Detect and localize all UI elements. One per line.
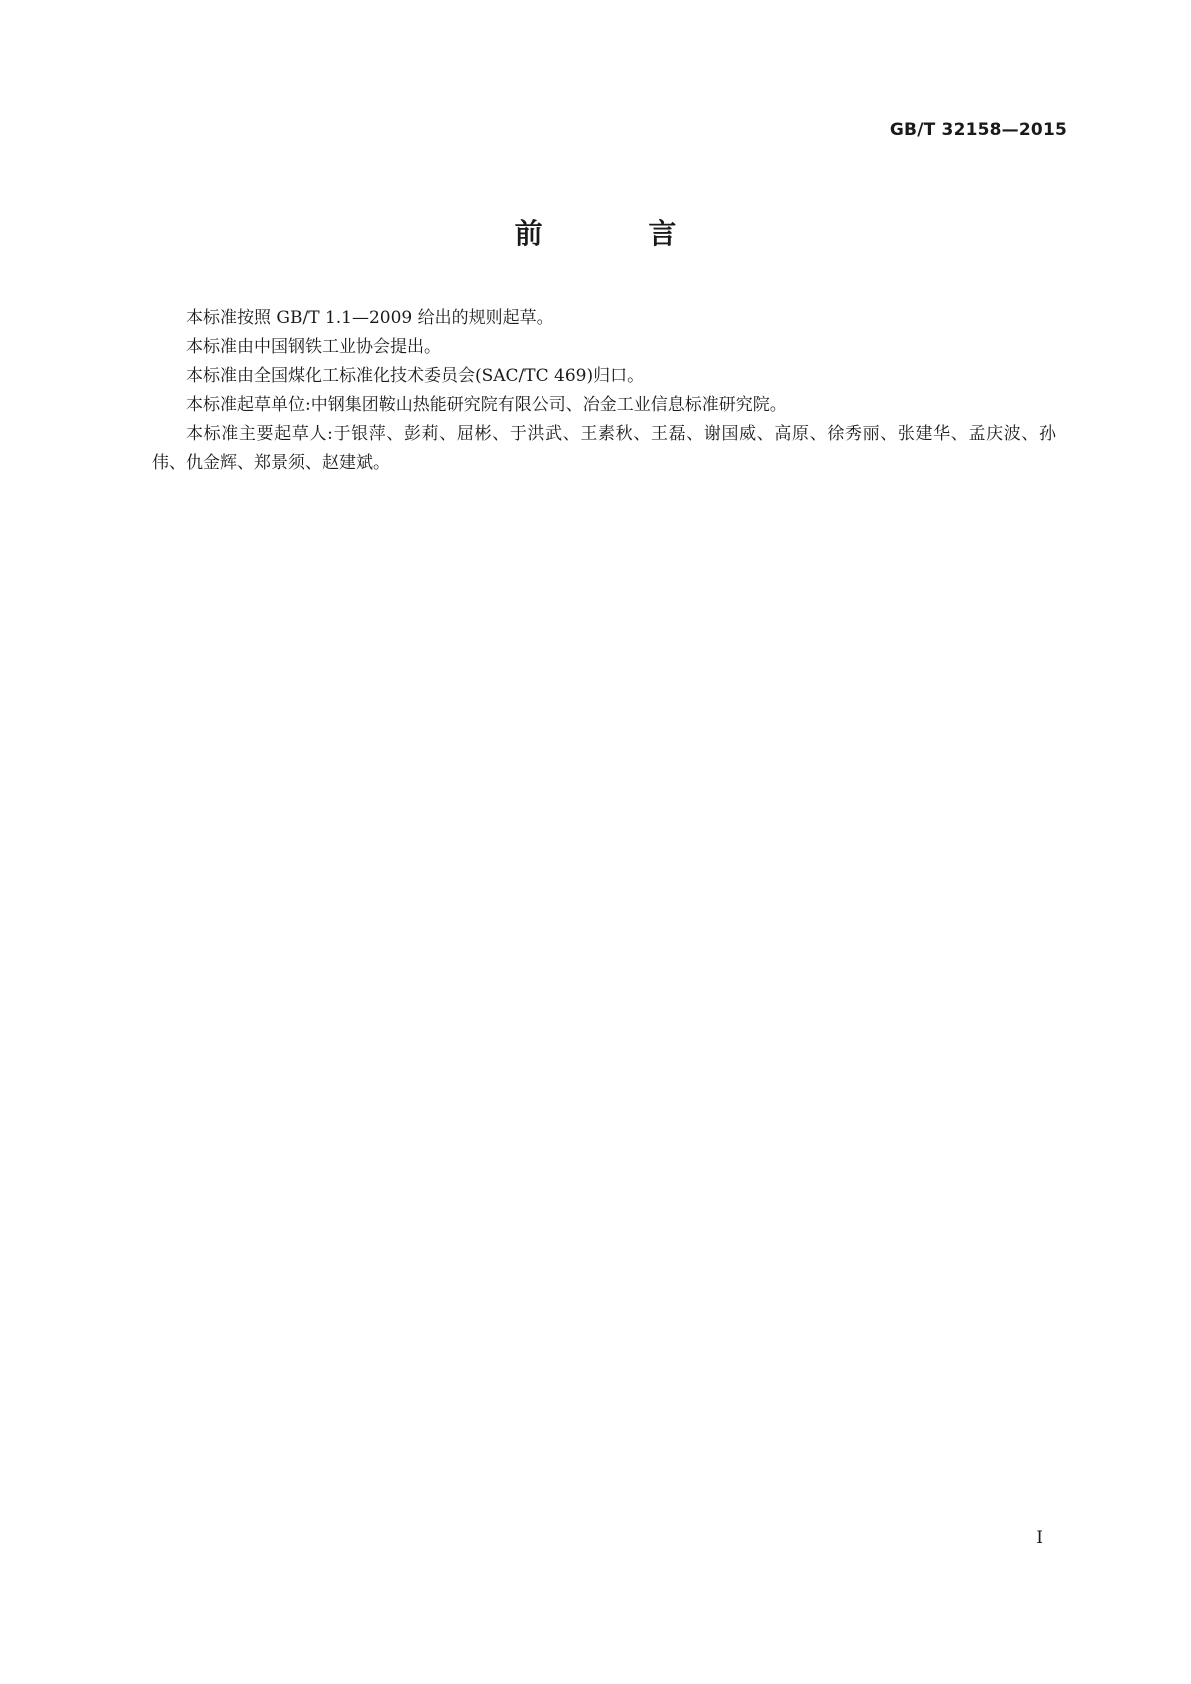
page-number: I [1036, 1528, 1043, 1548]
paragraph-proposer: 本标准由中国钢铁工业协会提出。 [186, 337, 441, 357]
paragraph-committee: 本标准由全国煤化工标准化技术委员会(SAC/TC 469)归口。 [186, 366, 645, 386]
standard-number: GB/T 32158—2015 [889, 120, 1067, 140]
paragraph-drafting-units: 本标准起草单位:中钢集团鞍山热能研究院有限公司、冶金工业信息标准研究院。 [186, 395, 787, 415]
foreword-body [152, 304, 1056, 478]
paragraph-drafting-rules: 本标准按照 GB/T 1.1—2009 给出的规则起草。 [186, 308, 554, 328]
page-title: 前 言 [514, 217, 725, 250]
paragraph-drafters: 本标准主要起草人:于银萍、彭莉、屈彬、于洪武、王素秋、王磊、谢国威、高原、徐秀丽、张建华、孟庆波、孙伟、仇金辉、郑景须、赵建斌。 [152, 424, 1056, 473]
